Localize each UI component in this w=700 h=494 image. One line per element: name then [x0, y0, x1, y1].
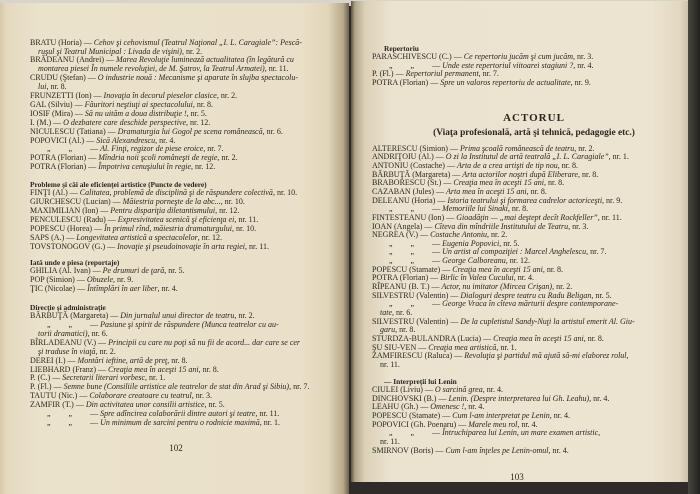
- entry-title: Din activitatea unor consilii artistice: [85, 400, 205, 410]
- entry-title: Un artist al compoziţiei : Marcel Anghelescu: [442, 247, 587, 257]
- entry-author: POTRA (Florian) —: [30, 162, 99, 172]
- entry-author: BRABORESCU (St.) —: [372, 178, 454, 188]
- entry-title: Al. Finţi, regizor de piese eroice: [100, 144, 204, 154]
- entry-title: Omenesc !: [430, 402, 465, 412]
- section-heading: Iată unde e piesa (reportaje): [30, 257, 120, 267]
- entry-title: Spre un valoros repertoriu de actualitate: [440, 78, 571, 88]
- entry-author: ANDRIŢOIU (Al.) —: [372, 152, 446, 162]
- entry-issue-number: , nr. 10.: [220, 197, 245, 206]
- entry-author: DELEANU (Horia) —: [372, 195, 448, 205]
- entry-title: Obuzele: [86, 275, 114, 284]
- entry-title: O dezbatere care deschide perspective: [63, 117, 187, 127]
- entry-issue-number: , nr. 11.: [245, 241, 269, 251]
- entry-issue-number: , nr. 2.: [181, 46, 203, 56]
- entry-issue-number: , nr. 11.: [597, 212, 622, 222]
- entry-title: Dramaturgia lui Gogol pe scena românească: [117, 126, 263, 136]
- entry-issue-number: , nr. 8.: [167, 355, 188, 365]
- entry-author: BĂRBUŢĂ (Margareta) —: [372, 169, 463, 179]
- entry-author: „ „ —: [389, 299, 459, 309]
- entry-title: Spre adîncirea colaborării dintre autori şi teatre: [100, 409, 256, 419]
- entry-issue-number: , nr. 8.: [198, 364, 219, 374]
- entry-issue-number: , nr. 1.: [259, 417, 280, 427]
- entry-issue-number: , nr. 8.: [583, 334, 604, 344]
- entry-title: Costache Antoniu: [430, 230, 488, 240]
- entry-author: „ „ —: [389, 60, 459, 70]
- entry-issue-number: , nr. 7.: [586, 247, 607, 257]
- entry-issue-number: , nr. 2.: [552, 282, 573, 292]
- entry-title: Cum l-am interpretat pe Lenin: [452, 411, 550, 421]
- entry-title: Birlic în Valea Cucului: [440, 273, 514, 283]
- entry-issue-number: , nr. 9.: [570, 78, 591, 88]
- entry-title: Arta de a crea artişti de tip nou: [456, 160, 558, 170]
- entry-author: POTRA (Florian) —: [30, 153, 99, 163]
- entry-title: garu: [380, 325, 396, 335]
- entry-issue-number: , nr. 8.: [192, 99, 214, 109]
- entry-title: Unde este repertoriul viitoarei stagiuni ?: [442, 60, 574, 70]
- entry-issue-number: , nr. 4.: [549, 411, 570, 421]
- entry-issue-number: , nr. 4.: [517, 419, 538, 429]
- entry-title: ruşul şi Teatrul Municipal : Livada de vişini): [38, 46, 182, 56]
- entry-title: Cîteva din mîndriile Institutului de Teatru: [434, 221, 569, 231]
- entry-issue-number: , nr. 5.: [499, 238, 520, 248]
- section-lenin-interpreters: [372, 377, 678, 456]
- entry-author: FINTESTEANU (Ion) —: [372, 212, 457, 222]
- entry-title: În primul rînd, măiestria dramaturgului: [104, 223, 232, 233]
- entry-issue-number: , nr. 10.: [231, 223, 257, 233]
- entry-title: Prima şcoală românească de teatru: [459, 144, 575, 153]
- section-continued-entries: [30, 39, 342, 173]
- entry-title: Mîndria noii şcoli româneşti de regie: [98, 153, 218, 163]
- entry-issue-number: , nr. 11.: [264, 64, 289, 74]
- entry-title: lui: [38, 82, 47, 92]
- entry-issue-number: , nr. 8.: [543, 178, 565, 188]
- entry-issue-number: , nr. 12.: [505, 256, 530, 266]
- entry-author: GHILIA (Al. Ivan) —: [30, 266, 103, 276]
- entry-issue-number: , nr. 4.: [482, 385, 503, 395]
- entry-issue-number: , nr. 1.: [608, 152, 629, 162]
- entry-author: CIULEI (Liviu) —: [372, 385, 435, 395]
- entry-title: Montări ieftine, artă de preţ: [77, 355, 168, 365]
- entry-author: BĂRBUŢĂ (Margareta) —: [30, 311, 121, 321]
- entry-issue-number: , nr. 5.: [204, 400, 225, 410]
- entry-author: POPESCU (Stamate) —: [372, 411, 453, 421]
- entry-title: Calitatea, problemă de disciplină şi de răspundere colectivă: [79, 188, 273, 198]
- entry-author: ALTERESCU (Simion) —: [372, 144, 460, 153]
- entry-issue-number: , nr. 2.: [234, 311, 255, 321]
- entry-title: O zi la Institutul de artă teatrală „I. L. Caragiale”: [445, 152, 609, 162]
- entry-title: George Vraca în cîteva mărturii despre contemporane-: [442, 299, 619, 309]
- entry-title: Gioadăţin — „mai deştept decît Rockfeller”: [456, 212, 598, 222]
- entry-issue-number: , nr. 2.: [95, 346, 116, 356]
- section-heading: Repertoriu: [384, 43, 419, 53]
- page-number: 102: [169, 443, 183, 453]
- section-heading: Probleme şi căi ale eficienţei artistice (Puncte de vedere): [30, 179, 207, 189]
- entry-author: ANTONIU (Costache) —: [372, 160, 457, 170]
- bibliography-entry: [372, 352, 678, 361]
- entry-title: Istoria teatrului şi formarea cadrelor actoriceşti: [447, 195, 603, 205]
- entry-title: Arta mea în aceşti 15 ani: [446, 186, 527, 196]
- entry-author: NICULESCU (Tatiana) —: [30, 126, 118, 136]
- entry-title: tate: [380, 308, 392, 318]
- entry-author: „ „ —: [389, 256, 459, 266]
- entry-issue-number: , nr. 4.: [589, 393, 610, 403]
- bibliography-entry: [30, 163, 342, 172]
- entry-issue-number: , nr. 8.: [507, 204, 529, 214]
- entry-issue-number: , nr. 1.: [496, 342, 517, 352]
- bibliography-entry: [30, 419, 342, 428]
- entry-issue-number: , nr. 1.: [145, 373, 166, 383]
- entry-issue-number: nr. 11.: [380, 437, 400, 447]
- entry-issue-number: , nr. 12.: [197, 232, 223, 242]
- entry-title: Marele meu rol: [468, 419, 518, 429]
- entry-title: Revoluţia şi partidul mă ajută să-mi elaborez rolul,: [464, 351, 629, 361]
- entry-author: LIEBHARD (Franz) —: [30, 364, 108, 374]
- entry-author: „ „ —: [389, 204, 459, 214]
- entry-author: MAXIMILIAN (Ion) —: [30, 205, 111, 215]
- entry-author: PARASCHIVESCU (C.) —: [372, 52, 464, 62]
- entry-author: TOVSTONOGOV (G.) —: [30, 241, 118, 251]
- entry-author: FINŢI (Al.) —: [30, 188, 80, 198]
- entry-title: Cehov şi cehovismul (Teatrul Naţional „I. L. Caragiale”: Pescă-: [93, 38, 302, 47]
- entry-author: ZAMFIR (T.) —: [30, 400, 86, 410]
- entry-author: „ „ —: [389, 247, 459, 257]
- entry-author: „ „ —: [389, 238, 459, 248]
- entry-author: SILVESTRU (Valentin) —: [372, 316, 461, 326]
- entry-author: DEREI (I.) —: [30, 355, 78, 365]
- entry-title: Creaţia mea în aceşti 15 ani: [107, 364, 199, 374]
- book-cover-edge: [688, 0, 700, 494]
- entry-title: Întîmplări în aer liber: [87, 283, 158, 293]
- entry-author: POPOVICI (Al.) —: [30, 135, 97, 145]
- bibliography-entry: [30, 243, 342, 252]
- entry-title: Pe drumuri de ţară: [102, 266, 165, 276]
- entry-issue-number: , nr. 8.: [526, 186, 547, 196]
- entry-issue-number: , nr. 8.: [395, 325, 416, 335]
- entry-author: DINCHOVSKI (B.) —: [372, 393, 449, 403]
- entry-author: STURDZA-BULANDRA (Lucia) —: [372, 334, 494, 344]
- entry-author: POTRA (Florian) —: [372, 78, 441, 88]
- entry-issue-number: , nr. 4.: [157, 283, 178, 293]
- entry-author: „ „ —: [389, 428, 459, 438]
- entry-author: RÎPEANU (B. T.) —: [372, 282, 442, 292]
- entry-title: Întruchiparea lui Lenin, un mare examen artistic,: [442, 428, 601, 438]
- entry-issue-number: , nr. 7.: [289, 382, 310, 392]
- entry-title: Sică Alexandrescu: [96, 135, 156, 145]
- entry-issue-number: , nr. 11.: [255, 409, 280, 419]
- entry-issue-number: , nr. 6.: [87, 328, 108, 338]
- entry-issue-number: nr. 11.: [380, 360, 400, 369]
- entry-title: Să nu uităm a doua distribuţie !: [84, 108, 187, 118]
- entry-author: FRUNZETTI (Ion) —: [30, 91, 104, 101]
- entry-title: Eugenia Popovici: [442, 238, 500, 248]
- bibliography-entry: [30, 285, 342, 294]
- entry-title: Semne bune (Consiliile artistice ale teatrelor de stat din Arad şi Sibiu): [63, 382, 290, 392]
- chapter-title: ACTORUL: [503, 112, 565, 124]
- entry-title: Lenin. (Despre interpretarea lui Gh. Leahu): [448, 393, 590, 403]
- entry-issue-number: , nr. 12.: [186, 117, 211, 127]
- entry-author: „ „ —: [47, 409, 117, 419]
- entry-author: P. (Fl.) —: [30, 382, 64, 392]
- entry-issue-number: , nr. 3.: [191, 391, 213, 401]
- entry-issue-number: , nr. 2.: [217, 153, 238, 163]
- entry-issue-number: , nr. 2.: [574, 144, 595, 153]
- chapter-subtitle: (Viaţa profesională, artă şi tehnică, pedagogie etc.): [433, 128, 635, 138]
- entry-issue-number: , nr. 8.: [46, 82, 67, 92]
- entry-issue-number: , nr. 5.: [164, 266, 185, 276]
- entry-issue-number: , nr. 8.: [542, 264, 564, 274]
- entry-title: Creaţia mea artistică: [428, 342, 497, 352]
- entry-title: Făuritori neştiuţi ai spectacolului: [84, 99, 193, 109]
- entry-title: Măiestria porneşte de la abc...: [122, 197, 221, 206]
- entry-title: Expresivitatea scenică şi eficienţa ei: [117, 214, 235, 224]
- entry-title: Un minimum de sarcini pentru o rodnicie maximă: [100, 417, 260, 427]
- entry-author: IOAN (Angela) —: [372, 221, 435, 231]
- entry-issue-number: , nr. 8.: [557, 160, 578, 170]
- entry-title: De la cupletistul Sandy-Nuţi la artistul emerit Al. Giu-: [460, 316, 635, 326]
- entry-continuation-line: [372, 361, 678, 370]
- entry-author: LEAHU (Gh.) —: [372, 402, 431, 412]
- entry-title: Creaţia mea în aceşti 15 ani: [452, 264, 543, 274]
- entry-issue-number: , nr. 10.: [272, 188, 298, 198]
- entry-author: BRĂDEANU (Andrei) —: [30, 55, 116, 65]
- entry-issue-number: , nr. 4.: [513, 273, 535, 283]
- entry-title: Împotriva cenuşiului în regie: [98, 162, 192, 172]
- entry-title: Ce repertoriu jucăm şi cum jucăm: [463, 52, 573, 62]
- entry-title: George Calboreanu: [442, 256, 506, 266]
- entry-issue-number: , nr. 4.: [464, 402, 485, 412]
- entry-issue-number: , nr. 6.: [262, 126, 283, 136]
- entry-author: CAZABAN (Jules) —: [372, 186, 446, 196]
- entry-issue-number: , nr. 9.: [113, 275, 134, 284]
- entry-title: O sarcină grea: [434, 385, 483, 395]
- entry-title: Memoriile lui Sinaki: [442, 204, 508, 214]
- entry-author: P. (Fl.) —: [372, 69, 406, 79]
- section-reportage: [30, 258, 342, 294]
- entry-author: BRATU (Horia) —: [30, 38, 94, 47]
- entry-title: Pasiune şi spirit de răspundere (Munca teatrelor cu au-: [100, 320, 279, 329]
- entry-issue-number: , nr. 7.: [478, 69, 499, 79]
- entry-title: Cum l-am înţeles pe Lenin-omul: [445, 445, 549, 455]
- entry-title: Actor, nu imitator (Mircea Crişan): [441, 282, 553, 292]
- entry-author: „ „ —: [47, 144, 117, 154]
- entry-author: SMIRNOV (Boris) —: [372, 445, 446, 455]
- entry-title: Din jurnalul unui director de teatru: [120, 311, 235, 321]
- entry-title: Pentru dispariţia diletantismului: [110, 205, 216, 215]
- entry-issue-number: , nr. 3.: [572, 52, 594, 62]
- section-heading: — Interpreţii lui Lenin: [384, 376, 457, 386]
- entry-issue-number: , nr. 11.: [234, 214, 259, 224]
- entry-author: SILVESTRU (Valentin) —: [372, 290, 461, 300]
- entry-issue-number: , nr. 7.: [203, 144, 224, 154]
- section-heading: Direcţie şi administraţie: [30, 302, 106, 312]
- page-number: 103: [510, 472, 524, 482]
- entry-author: P. (C.) —: [30, 373, 63, 383]
- entry-title: Inovaţia în decorul pieselor clasice: [103, 91, 217, 101]
- bibliography-entry: [372, 300, 678, 309]
- entry-author: GIURCHESCU (Lucian) —: [30, 197, 123, 206]
- entry-author: GAL (Silviu) —: [30, 99, 85, 109]
- entry-author: POPESCU (Stamate) —: [372, 264, 453, 274]
- entry-title: Longevitatea artistică a spectacolelor: [76, 232, 198, 242]
- entry-author: „ „ —: [47, 320, 117, 329]
- entry-issue-number: , nr. 4.: [548, 445, 569, 455]
- entry-issue-number: , nr. 3.: [568, 221, 589, 231]
- entry-title: torii dramatici): [38, 328, 88, 338]
- entry-issue-number: , nr. 4.: [573, 60, 594, 70]
- section-direction-administration: [30, 303, 342, 428]
- left-page: [0, 3, 349, 494]
- bibliography-entry: [372, 318, 678, 327]
- entry-author: POPOVICI (Gh. Poenaru) —: [372, 419, 469, 429]
- entry-author: SAPS (A.) —: [30, 232, 77, 242]
- entry-issue-number: , nr. 5.: [186, 108, 207, 118]
- entry-title: Marea Revoluţie luminează actualitatea (în legătură cu: [116, 55, 294, 65]
- section-repertoire: [372, 44, 678, 88]
- entry-author: ZAMFIRESCU (Raluca) —: [372, 351, 465, 361]
- entry-author: CRUDU (Ştefan) —: [30, 73, 98, 83]
- entry-issue-number: , nr. 6.: [392, 308, 413, 318]
- entry-title: montarea piesei În numele revoluţiei, de M. Şatrov, la Teatrul Armatei): [38, 64, 265, 74]
- entry-issue-number: , nr. 2.: [216, 91, 238, 101]
- right-page: [351, 1, 688, 482]
- entry-issue-number: , nr. 8.: [577, 169, 599, 179]
- entry-author: PENCULESCU (Radu) —: [30, 214, 118, 224]
- entry-author: ŢIC (Nicolae) —: [30, 283, 88, 293]
- entry-title: Colaborare creatoare cu teatrul: [89, 391, 192, 401]
- entry-author: ŞU SIU-VEN —: [372, 342, 429, 352]
- entry-issue-number: , nr. 2.: [487, 230, 508, 240]
- entry-author: BÎRLADEANU (V.) —: [30, 337, 109, 347]
- entry-author: NEGREA (V.) —: [372, 230, 431, 240]
- entry-title: Principii cu care nu poţi să nu fii de acord... dar care se cer: [108, 337, 301, 347]
- bibliography-entry: [372, 429, 678, 438]
- entry-title: Creaţia mea în aceşti 15 ani: [493, 334, 584, 344]
- entry-issue-number: , nr. 4.: [155, 135, 176, 145]
- section-artistic-efficiency: [30, 180, 342, 252]
- entry-author: POP (Simion) —: [30, 275, 87, 284]
- entry-author: TAUTU (Nic.) —: [30, 391, 90, 401]
- entry-title: Dialoguri despre teatru cu Radu Beligan: [460, 290, 592, 300]
- entry-title: Arta actorilor noştri după Eliberare: [462, 169, 578, 179]
- entry-title: şi traduse în viaţă: [38, 346, 96, 356]
- entry-title: O industrie nouă : Mecanisme şi aparate în slujba spectacolu-: [97, 73, 298, 83]
- entry-issue-number: , nr. 12.: [215, 205, 240, 215]
- entry-title: Creaţia mea în aceşti 15 ani: [453, 178, 544, 188]
- section-actor-entries: [372, 145, 678, 370]
- entry-author: IOSIF (Mira) —: [30, 108, 85, 118]
- entry-title: Secretarii literari vorbesc: [62, 373, 146, 383]
- entry-title: Inovaţie şi pseudoinovaţie în arta regiei: [117, 241, 246, 251]
- bibliography-entry: [30, 74, 342, 83]
- bibliography-entry: [372, 447, 678, 456]
- entry-author: „ „ —: [47, 417, 117, 427]
- entry-issue-number: , nr. 12.: [191, 162, 216, 172]
- entry-author: I. (M.) —: [30, 117, 64, 127]
- entry-issue-number: , nr. 9.: [602, 195, 623, 205]
- entry-issue-number: , nr. 5.: [591, 290, 612, 300]
- entry-title: Repertoriul permanent: [405, 69, 479, 79]
- entry-author: POTRA (Florian) —: [372, 273, 441, 283]
- bibliography-entry: [372, 79, 678, 88]
- entry-author: POPESCU (Horea) —: [30, 223, 104, 233]
